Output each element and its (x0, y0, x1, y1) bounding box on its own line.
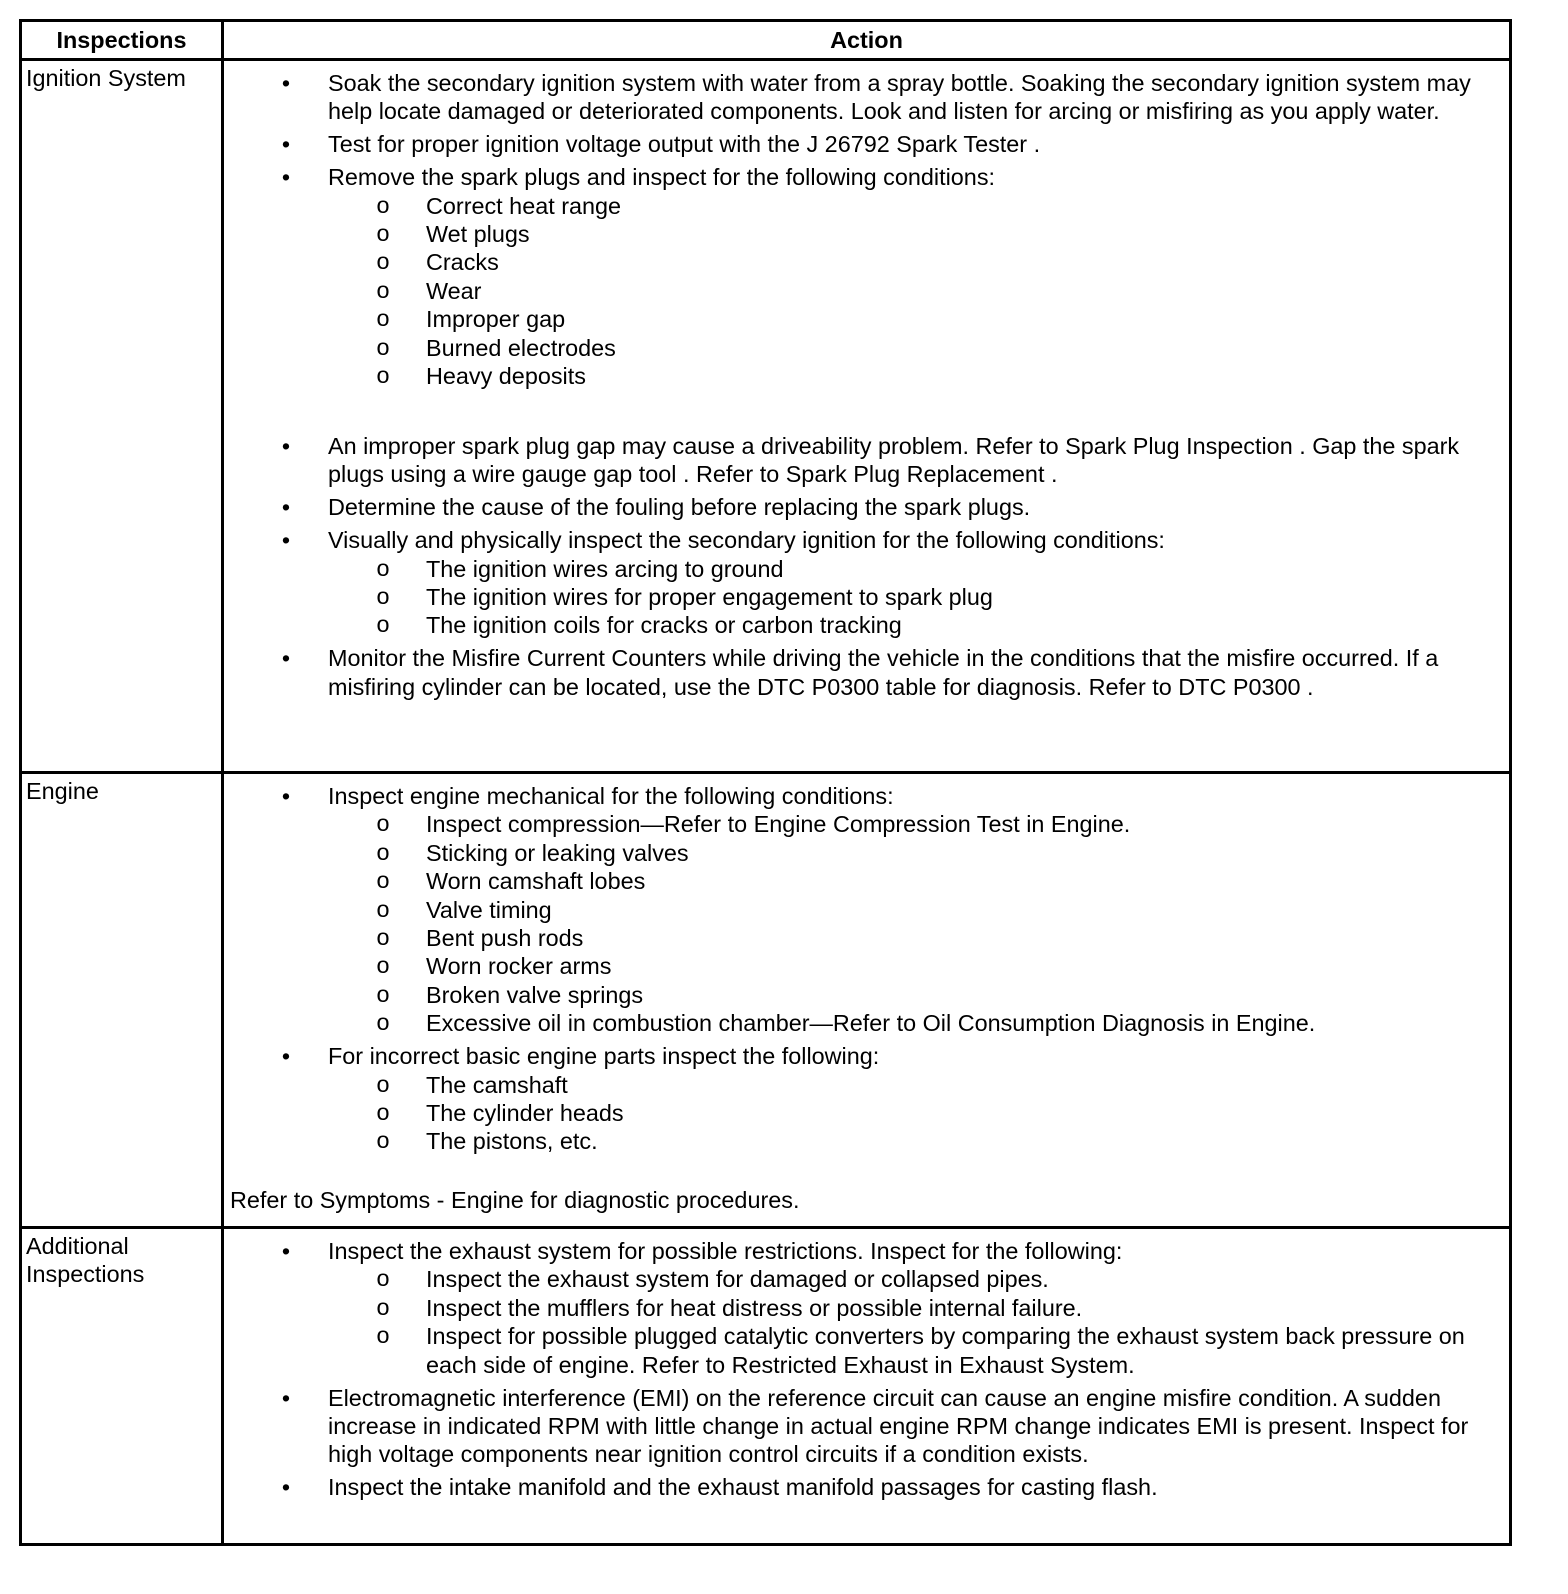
sub-item (328, 810, 1503, 838)
sub-item (328, 1009, 1503, 1037)
sub-item-text: Burned electrodes (426, 334, 616, 361)
circle-bullet-icon: o (376, 1009, 390, 1036)
sub-item (328, 981, 1503, 1009)
circle-bullet-icon: o (376, 924, 390, 951)
bullet-icon: • (281, 1238, 291, 1264)
sub-item-text: Correct heat range (426, 192, 622, 219)
circle-bullet-icon: o (376, 1293, 390, 1320)
circle-bullet-icon: o (376, 305, 390, 332)
sub-item (328, 220, 1503, 248)
bullet-icon: • (281, 70, 291, 96)
circle-bullet-icon: o (376, 1322, 390, 1349)
sub-list (328, 810, 1503, 1037)
bullet-text: Monitor the Misfire Current Counters while driving the vehicle in the conditions that the misfire occurred. If a misfiring cylinder can be located, use the DTC P0300 table for diagnosis. Refer to DTC P0300 . (328, 645, 1439, 700)
header-action: Action (223, 21, 1511, 60)
sub-item-text: The ignition wires for proper engagement to spark plug (426, 584, 993, 610)
sub-item-text: Inspect for possible plugged catalytic converters by comparing the exhaust system back pressure on each side of engine. Refer to Restricted Exhaust in Exhaust System. (426, 1323, 1465, 1378)
circle-bullet-icon: o (376, 952, 390, 979)
sub-item-text: Sticking or leaking valves (426, 839, 689, 866)
sub-item (328, 334, 1503, 362)
list-item (224, 1384, 1503, 1469)
bullet-text: Visually and physically inspect the secondary ignition for the following conditions: (328, 527, 1165, 554)
sub-item (328, 362, 1503, 390)
sub-list (328, 192, 1503, 391)
sub-item-text: Excessive oil in combustion chamber—Refer to Oil Consumption Diagnosis in Engine. (426, 1010, 1316, 1037)
sub-item-text: Wet plugs (426, 221, 530, 248)
list-item (224, 130, 1503, 158)
sub-item (328, 1265, 1503, 1293)
sub-item-text: Cracks (426, 249, 499, 276)
circle-bullet-icon: o (376, 867, 390, 894)
sub-item (328, 924, 1503, 952)
bullet-icon: • (281, 783, 291, 809)
circle-bullet-icon: o (376, 276, 390, 303)
sub-item-text: Broken valve springs (426, 981, 644, 1008)
circle-bullet-icon: o (376, 362, 390, 389)
bullet-text: Inspect engine mechanical for the following conditions: (328, 783, 894, 809)
sub-item-text: Worn rocker arms (426, 953, 612, 980)
sub-item (328, 867, 1503, 895)
circle-bullet-icon: o (376, 1127, 390, 1154)
sub-item-text: The pistons, etc. (426, 1128, 598, 1155)
table-row-additional (21, 1228, 1511, 1545)
sub-item (328, 611, 1503, 639)
sub-item-text: Wear (426, 277, 482, 304)
row-label: Engine (21, 773, 223, 1228)
sub-item (328, 277, 1503, 305)
sub-item (328, 839, 1503, 867)
circle-bullet-icon: o (376, 810, 390, 837)
circle-bullet-icon: o (376, 1070, 390, 1097)
bullet-list (224, 69, 1503, 701)
header-row (21, 21, 1511, 60)
bullet-list (224, 782, 1503, 1156)
list-item (224, 1237, 1503, 1379)
sub-item (328, 1071, 1503, 1099)
sub-item-text: Inspect the exhaust system for damaged or collapsed pipes. (426, 1266, 1049, 1293)
bullet-text: An improper spark plug gap may cause a driveability problem. Refer to Spark Plug Inspection . Gap the spark plugs using a wire gauge gap tool . Refer to Spark Plug Replacement . (328, 432, 1460, 488)
circle-bullet-icon: o (376, 980, 390, 1007)
sub-item-text: Valve timing (426, 896, 552, 923)
bullet-icon: • (281, 1474, 291, 1501)
circle-bullet-icon: o (376, 333, 390, 360)
list-item (224, 432, 1503, 489)
bullet-text: Test for proper ignition voltage output with the J 26792 Spark Tester . (328, 131, 1041, 158)
sub-item (328, 1099, 1503, 1127)
sub-item (328, 192, 1503, 220)
action-cell (223, 60, 1511, 773)
circle-bullet-icon: o (376, 248, 390, 275)
list-item (224, 493, 1503, 521)
sub-item (328, 1294, 1503, 1322)
sub-list (328, 555, 1503, 640)
bullet-icon: • (281, 1384, 291, 1411)
list-item (224, 1473, 1503, 1501)
table-row-ignition (21, 60, 1511, 773)
refer-note: Refer to Symptoms - Engine for diagnostic procedures. (230, 1186, 800, 1213)
sub-item (328, 583, 1503, 611)
sub-item-text: The cylinder heads (426, 1099, 624, 1126)
bullet-text: Inspect the intake manifold and the exhaust manifold passages for casting flash. (328, 1474, 1158, 1501)
circle-bullet-icon: o (376, 220, 390, 247)
bullet-icon: • (281, 164, 291, 191)
sub-list (328, 1071, 1503, 1156)
action-cell (223, 773, 1511, 1228)
row-label: Additional Inspections (21, 1228, 223, 1545)
sub-item-text: Heavy deposits (426, 363, 586, 390)
sub-item-text: Improper gap (426, 306, 566, 333)
sub-item-text: The ignition coils for cracks or carbon tracking (426, 612, 902, 639)
bullet-icon: • (281, 527, 291, 554)
action-cell (223, 1228, 1511, 1545)
sub-item (328, 555, 1503, 583)
sub-item (328, 248, 1503, 276)
row-label: Ignition System (21, 60, 223, 773)
header-inspections: Inspections (21, 21, 223, 60)
sub-item-text: Inspect compression—Refer to Engine Compression Test in Engine. (426, 811, 1131, 838)
list-item (224, 782, 1503, 1038)
table-row-engine (21, 773, 1511, 1228)
circle-bullet-icon: o (376, 1098, 390, 1125)
bullet-text: For incorrect basic engine parts inspect the following: (328, 1043, 880, 1070)
bullet-icon: • (281, 1043, 291, 1070)
sub-item (328, 1127, 1503, 1155)
list-item (224, 1042, 1503, 1156)
inspections-table (19, 19, 1512, 1546)
circle-bullet-icon: o (376, 895, 390, 922)
bullet-icon: • (281, 645, 291, 672)
circle-bullet-icon: o (376, 554, 390, 581)
sub-item-text: Inspect the mufflers for heat distress or possible internal failure. (426, 1294, 1083, 1321)
sub-item-text: The camshaft (426, 1071, 568, 1098)
bullet-icon: • (281, 432, 291, 459)
bullet-text: Soak the secondary ignition system with water from a spray bottle. Soaking the secondary ignition system may help locate damaged or deteriorated components. Look and listen for arcing or misfiring as you apply water. (328, 70, 1471, 125)
circle-bullet-icon: o (376, 611, 390, 638)
bullet-text: Electromagnetic interference (EMI) on the reference circuit can cause an engine misfire condition. A sudden increase in indicated RPM with little change in actual engine RPM change indicates EMI is present. Inspect for high voltage components near ignition control circuits if a condition exists. (328, 1384, 1469, 1468)
sub-item-text: The ignition wires arcing to ground (426, 555, 784, 582)
sub-item (328, 1322, 1503, 1379)
bullet-icon: • (281, 131, 291, 158)
sub-item-text: Bent push rods (426, 925, 584, 952)
circle-bullet-icon: o (376, 1265, 390, 1292)
spacer (328, 390, 1503, 427)
sub-list (328, 1265, 1503, 1379)
list-item (224, 163, 1503, 427)
sub-item (328, 305, 1503, 333)
sub-item (328, 896, 1503, 924)
list-item (224, 644, 1503, 701)
circle-bullet-icon: o (376, 191, 390, 218)
sub-item-text: Worn camshaft lobes (426, 868, 646, 895)
list-item (224, 526, 1503, 640)
bullet-icon: • (281, 494, 291, 521)
bullet-text: Inspect the exhaust system for possible restrictions. Inspect for the following: (328, 1238, 1123, 1264)
circle-bullet-icon: o (376, 838, 390, 865)
list-item (224, 69, 1503, 126)
bullet-text: Remove the spark plugs and inspect for the following conditions: (328, 164, 996, 191)
bullet-text: Determine the cause of the fouling before replacing the spark plugs. (328, 494, 1031, 521)
circle-bullet-icon: o (376, 583, 390, 609)
bullet-list (224, 1237, 1503, 1502)
sub-item (328, 952, 1503, 980)
